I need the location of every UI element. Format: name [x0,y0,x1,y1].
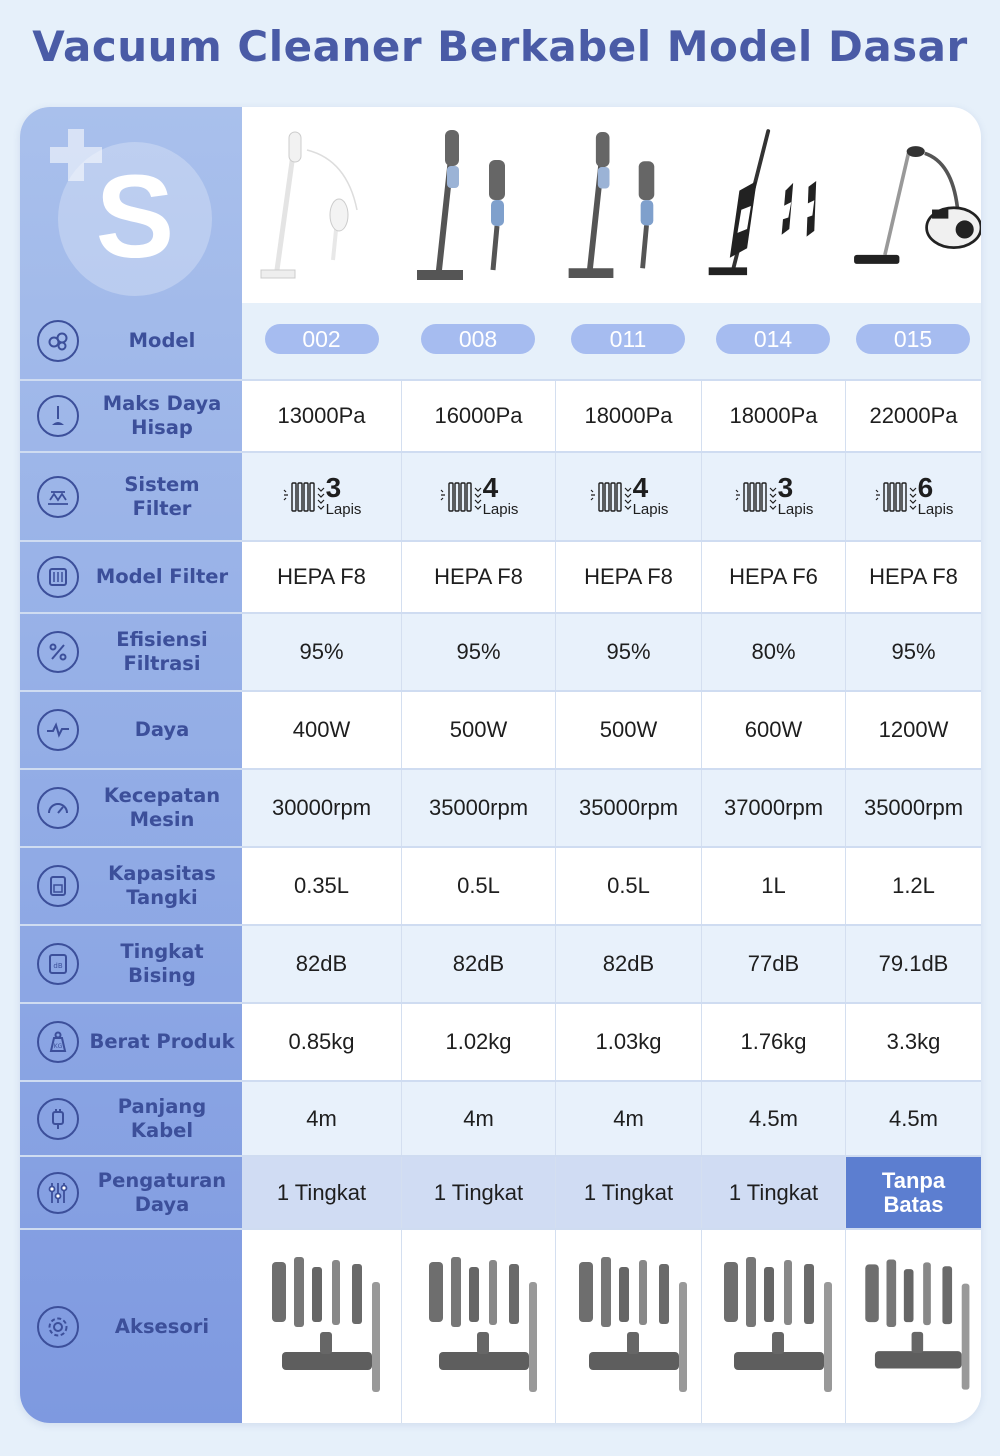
value-cell: 1200W [845,692,981,768]
decibel-icon [37,943,79,985]
value-cell: 82dB [295,951,348,976]
filter-layers-icon [439,480,485,514]
row-label-text: Aksesori [114,1314,210,1338]
pulse-icon [37,709,79,751]
filter-layer-cell [555,453,701,540]
row-label [20,848,242,924]
grey-stick-vacuum-icon [403,120,553,290]
filter-cartridge-icon [37,556,79,598]
filter-layer-cell [845,453,981,540]
value-cell: 1.03kg [555,1004,701,1080]
product-image [401,107,555,303]
row-power [20,690,981,768]
value-cell: 30000rpm [271,795,372,820]
row-label-text: Kecepatan Mesin [103,784,221,831]
value-cell: 1.76kg [701,1004,845,1080]
row-efficiency [20,612,981,690]
accessory-set-icon [559,1242,699,1412]
row-label [20,614,242,690]
row-label-text: Pengaturan Daya [97,1168,227,1216]
accessory-image [701,1230,845,1423]
row-filter-model [20,540,981,612]
model-badge: 015 [856,324,970,354]
svg-text:dB: dB [53,962,63,970]
value-cell: 95% [299,639,344,664]
svg-text:KG: KG [53,1043,63,1050]
value-cell: 79.1dB [845,926,981,1002]
row-label-text: Berat Produk [89,1030,235,1053]
row-label-text: Model Filter [95,565,229,588]
value-cell: 95% [555,614,701,690]
row-label [20,770,242,846]
logo-letter: S [95,151,175,283]
filter-layer-unit: Lapis [325,501,362,518]
filter-layer-count: 3 [325,472,342,503]
percent-icon [37,631,79,673]
row-tank [20,846,981,924]
filter-layer-unit: Lapis [777,501,814,518]
accessory-set-icon [846,1242,981,1412]
filter-layers-icon [37,476,79,518]
model-badge: 014 [716,324,830,354]
mop-icon [37,395,79,437]
weight-icon [37,1021,79,1063]
filter-layer-cell [242,453,401,540]
value-cell: 0.85kg [288,1029,355,1054]
filter-layers-icon [282,480,328,514]
value-cell: HEPA F8 [845,542,981,612]
row-label [20,1004,242,1080]
filter-layers-icon [589,480,635,514]
model-cell [555,303,701,379]
row-cable [20,1080,981,1155]
accessory-image [845,1230,981,1423]
row-label [20,1157,242,1228]
value-cell: 95% [401,614,555,690]
row-label-text: Panjang Kabel [117,1094,207,1142]
tank-icon [37,865,79,907]
circles-icon [37,320,79,362]
page-title: Vacuum Cleaner Berkabel Model Dasar [32,22,968,71]
white-stick-vacuum-icon [247,120,397,290]
row-label-text: Kapasitas Tangki [108,862,216,909]
row-label [20,381,242,451]
row-noise [20,924,981,1002]
grey-stick-vacuum-icon [555,120,701,290]
accessory-set-icon [704,1242,844,1412]
value-cell: 1 Tingkat [401,1157,555,1228]
model-cell [401,303,555,379]
row-label-text: Maks Daya Hisap [102,392,222,439]
row-model [20,303,981,379]
row-label [20,303,242,379]
value-cell: 500W [555,692,701,768]
model-badge: 008 [421,324,535,354]
value-cell: 4.5m [845,1082,981,1155]
row-label [20,542,242,612]
value-cell: 1.02kg [401,1004,555,1080]
value-cell: HEPA F8 [277,564,366,589]
filter-layer-count: 4 [632,472,649,503]
value-cell: 1 Tingkat [276,1179,367,1205]
filter-layer-unit: Lapis [917,501,954,518]
filter-layer-cell [701,453,845,540]
value-cell: HEPA F8 [555,542,701,612]
value-cell: 16000Pa [401,381,555,451]
value-cell: 3.3kg [845,1004,981,1080]
value-cell: 1L [701,848,845,924]
row-label [20,1230,242,1423]
row-accessories [20,1228,981,1423]
value-cell: 95% [845,614,981,690]
value-cell: 0.5L [401,848,555,924]
speedometer-icon [37,787,79,829]
value-cell: 35000rpm [845,770,981,846]
row-suction [20,379,981,451]
value-cell: 0.35L [293,873,350,898]
value-cell: 35000rpm [401,770,555,846]
value-cell: 18000Pa [701,381,845,451]
row-label-text: Daya [134,718,190,741]
filter-layers-icon [734,480,780,514]
product-image [555,107,701,303]
filter-layer-cell [401,453,555,540]
value-cell: HEPA F6 [701,542,845,612]
model-cell [701,303,845,379]
value-cell: 0.5L [555,848,701,924]
row-label-text: Model [128,329,196,352]
value-cell: 4.5m [701,1082,845,1155]
model-cell [845,303,981,379]
row-label [20,692,242,768]
filter-layer-count: 6 [917,472,934,503]
row-label-text: Tingkat Bising [120,940,204,987]
filter-layer-unit: Lapis [632,501,669,518]
value-cell: 82dB [401,926,555,1002]
value-cell: 35000rpm [555,770,701,846]
accessory-set-icon [409,1242,549,1412]
product-image-row [20,107,981,303]
filter-layer-count: 3 [777,472,794,503]
value-cell: 13000Pa [277,403,366,428]
filter-layer-count: 4 [482,472,499,503]
value-cell: 82dB [555,926,701,1002]
gear-icon [37,1306,79,1348]
row-filter-system [20,451,981,540]
value-cell: 400W [292,717,351,742]
filter-layers-icon [874,480,920,514]
row-label-text: Efisiensi Filtrasi [116,628,208,675]
value-cell: 4m [306,1105,337,1131]
row-label [20,1082,242,1155]
black-upright-vacuum-icon [701,120,845,290]
accessory-image [555,1230,701,1423]
filter-layer-unit: Lapis [482,501,519,518]
row-motor-speed [20,768,981,846]
value-cell: 1 Tingkat [555,1157,701,1228]
row-power-setting [20,1155,981,1228]
product-image [701,107,845,303]
model-badge: 002 [265,324,379,354]
value-cell: 77dB [701,926,845,1002]
accessory-image [401,1230,555,1423]
sliders-icon [37,1172,79,1214]
model-badge: 011 [571,324,685,354]
product-image [242,107,401,303]
value-cell: 1 Tingkat [701,1157,845,1228]
canister-vacuum-icon [845,120,981,290]
value-cell: 22000Pa [845,381,981,451]
value-cell: 4m [555,1082,701,1155]
row-label [20,926,242,1002]
model-cell [242,303,401,379]
value-cell: 500W [401,692,555,768]
plug-icon [37,1098,79,1140]
value-cell: 18000Pa [555,381,701,451]
value-cell: 37000rpm [701,770,845,846]
value-cell: 600W [701,692,845,768]
row-label [20,453,242,540]
highlight-value-cell: Tanpa Batas [845,1157,981,1228]
value-cell: 1.2L [845,848,981,924]
product-image [845,107,981,303]
row-weight [20,1002,981,1080]
value-cell: HEPA F8 [401,542,555,612]
value-cell: 4m [401,1082,555,1155]
comparison-table [20,107,981,1423]
value-cell: 80% [701,614,845,690]
accessory-image [242,1230,401,1423]
row-label-text: Sistem Filter [124,472,200,520]
accessory-set-icon [252,1242,392,1412]
